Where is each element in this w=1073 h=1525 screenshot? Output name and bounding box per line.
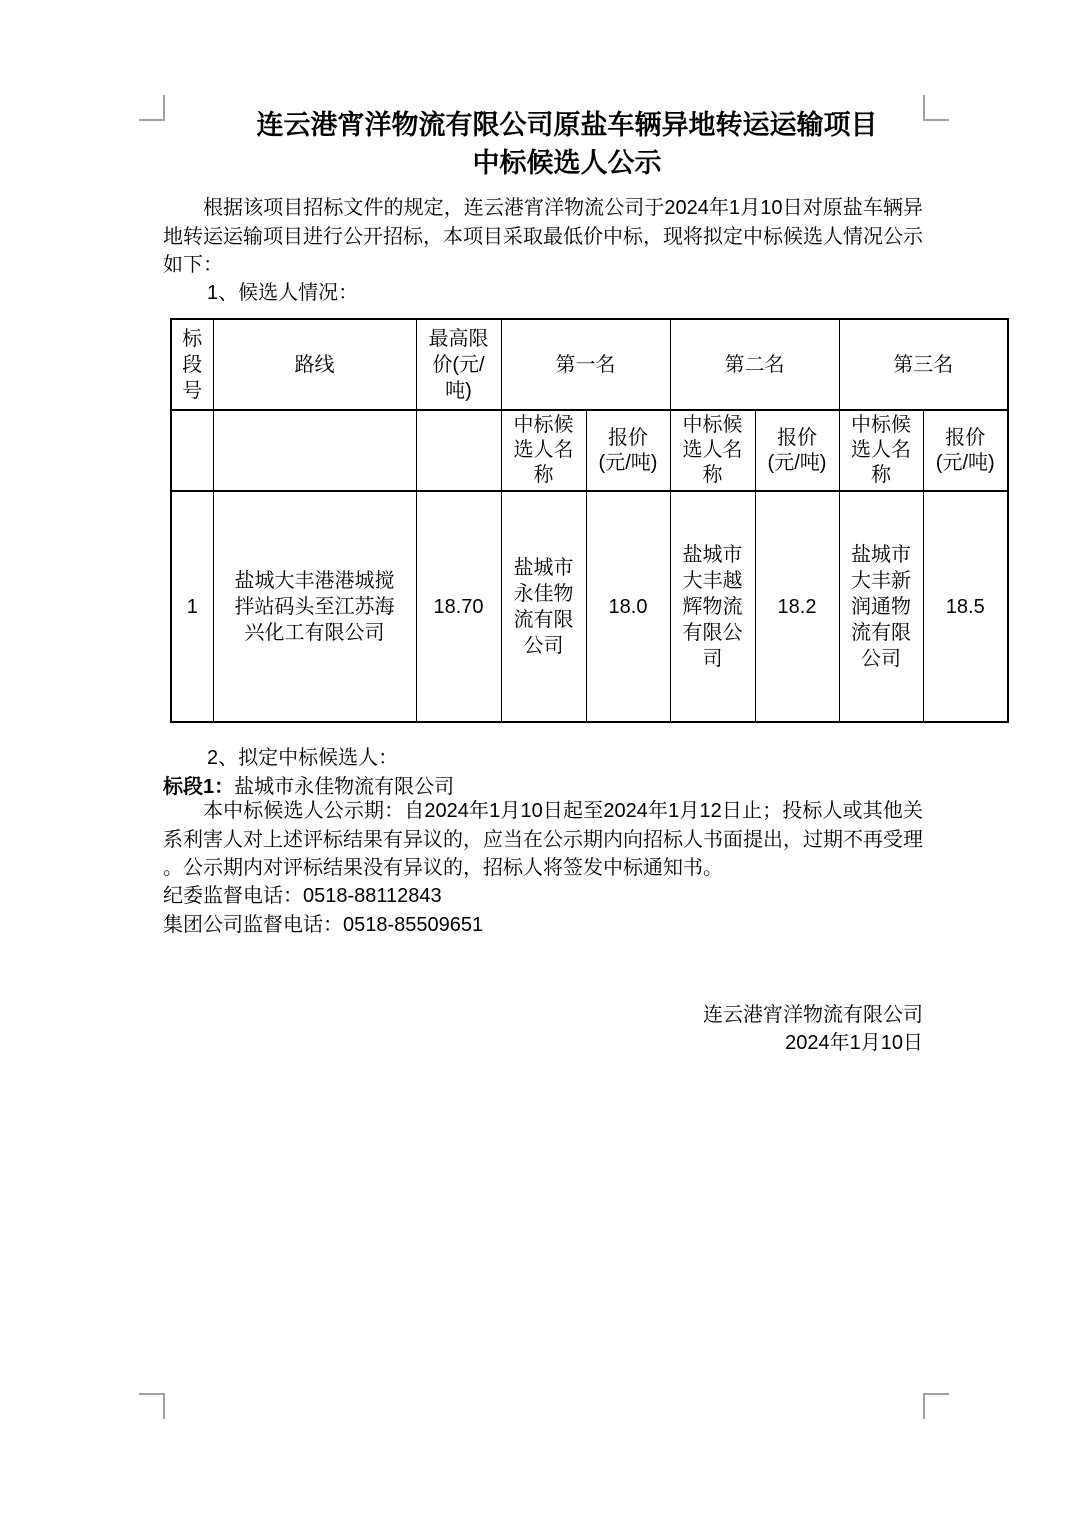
header-rank2: 第二名: [670, 319, 839, 410]
document-title: [163, 106, 923, 182]
group-phone-line: 集团公司监督电话：0518-85509651: [163, 914, 484, 936]
signature-date: 2024年1月10日: [785, 1032, 923, 1054]
header-rank1-bid-price: 报价(元/吨): [586, 410, 670, 491]
cell-rank2-price: 18.2: [755, 491, 839, 722]
cell-rank2-name: 盐城市大丰越辉物流有限公司: [670, 491, 755, 722]
document-title-line2: 中标候选人公示: [472, 148, 662, 178]
signature-company: 连云港宵洋物流有限公司: [703, 1004, 923, 1026]
discipline-phone-line: 纪委监督电话：0518-88112843: [163, 885, 442, 907]
candidates-table: [170, 318, 1009, 723]
table-row: [171, 491, 1008, 722]
header-max-price: 最高限价(元/吨): [416, 319, 501, 410]
header-rank1: 第一名: [501, 319, 670, 410]
candidates-table-grid: [170, 318, 1009, 723]
table-header-row-2: [171, 410, 1008, 491]
margin-crop-mark-top-left: [139, 95, 165, 121]
header-route: 路线: [213, 319, 416, 410]
cell-route: 盐城大丰港港城搅拌站码头至江苏海兴化工有限公司: [213, 491, 416, 722]
intro-line-1: 根据该项目招标文件的规定，连云港宵洋物流公司于2024年1月10日对原盐车辆异: [203, 197, 923, 219]
winner-segment-label: 标段1：: [163, 776, 235, 798]
notice-paragraph: [163, 797, 923, 883]
notice-line-3: 。公示期内对评标结果没有异议的，招标人将签发中标通知书。: [163, 857, 723, 879]
cell-rank1-name: 盐城市永佳物流有限公司: [501, 491, 586, 722]
document-title-line1: 连云港宵洋物流有限公司原盐车辆异地转运运输项目: [256, 110, 878, 140]
cell-rank3-name: 盐城市大丰新润通物流有限公司: [839, 491, 923, 722]
section-1-label: 1、候选人情况：: [207, 282, 359, 304]
winner-company: 盐城市永佳物流有限公司: [234, 776, 455, 798]
margin-crop-mark-bottom-right: [923, 1393, 949, 1419]
cell-seg-no: 1: [171, 491, 213, 722]
cell-rank1-price: 18.0: [586, 491, 670, 722]
header-empty-1: [171, 410, 213, 491]
header-rank3-candidate-name: 中标候选人名称: [839, 410, 923, 491]
header-rank3-bid-price: 报价(元/吨): [923, 410, 1008, 491]
section-2-label: 2、拟定中标候选人：: [207, 747, 399, 769]
header-empty-3: [416, 410, 501, 491]
header-empty-2: [213, 410, 416, 491]
header-rank2-candidate-name: 中标候选人名称: [670, 410, 755, 491]
header-rank1-candidate-name: 中标候选人名称: [501, 410, 586, 491]
header-seg-no: 标段号: [171, 319, 213, 410]
notice-line-2: 系利害人对上述评标结果有异议的，应当在公示期内向招标人书面提出，过期不再受理: [163, 828, 923, 851]
cell-rank3-price: 18.5: [923, 491, 1008, 722]
header-rank2-bid-price: 报价(元/吨): [755, 410, 839, 491]
table-header-row-1: [171, 319, 1008, 410]
header-rank3: 第三名: [839, 319, 1008, 410]
intro-line-2: 地转运运输项目进行公开招标，本项目采取最低价中标，现将拟定中标候选人情况公示: [163, 225, 923, 248]
notice-line-1: 本中标候选人公示期：自2024年1月10日起至2024年1月12日止；投标人或其他关: [203, 800, 923, 822]
margin-crop-mark-top-right: [923, 95, 949, 121]
margin-crop-mark-bottom-left: [139, 1393, 165, 1419]
intro-paragraph: [163, 194, 923, 280]
intro-line-3: 如下：: [163, 254, 223, 276]
cell-max-price: 18.70: [416, 491, 501, 722]
